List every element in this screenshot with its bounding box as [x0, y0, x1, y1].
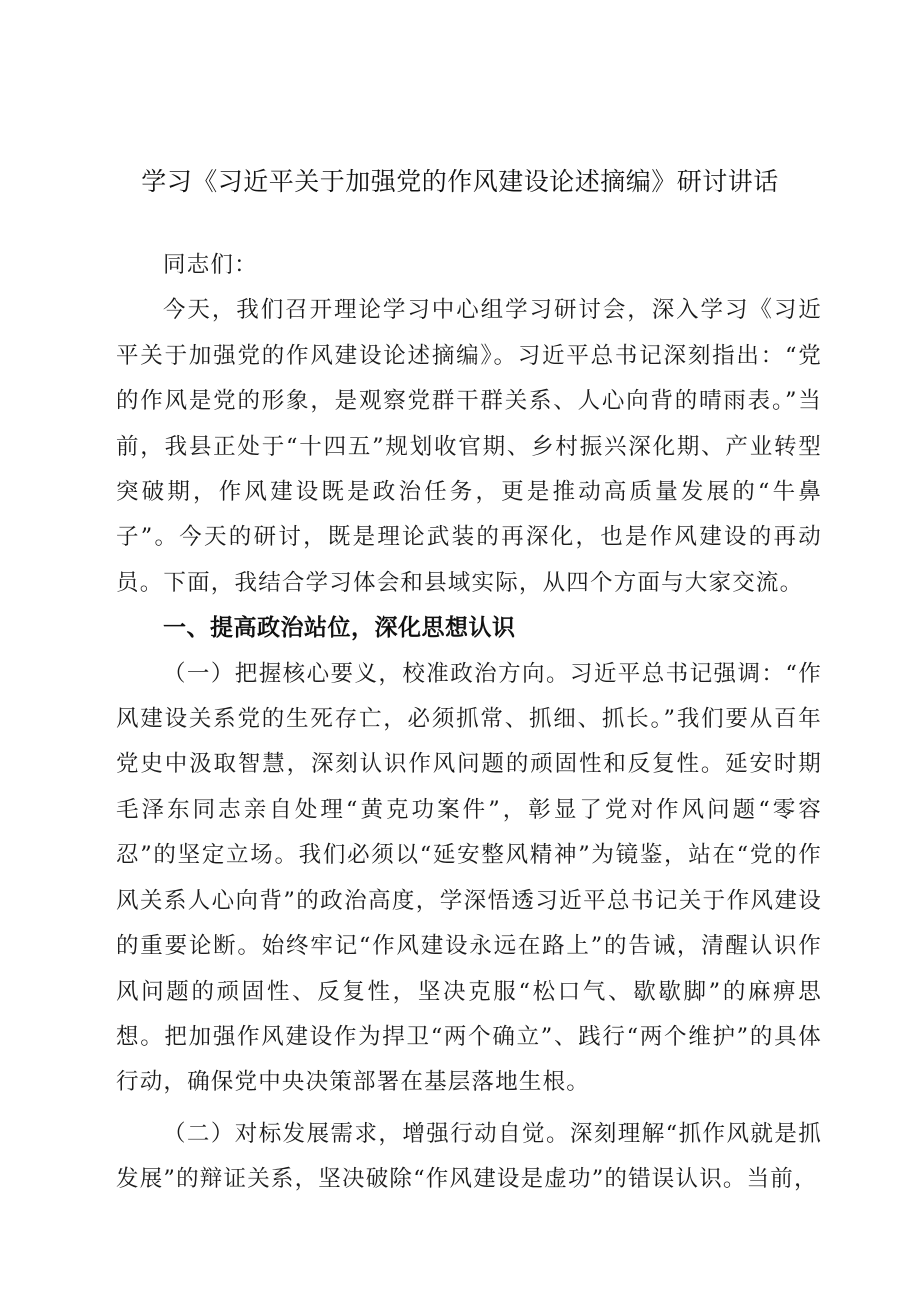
salutation: 同志们： [163, 252, 258, 278]
subsection-paragraph-2: （二）对标发展需求，增强行动自觉。深刻理解“抓作风就是抓发展”的辩证关系，坚决破除“作风建设是虚功”的错误认识。当前， [116, 1120, 822, 1193]
section-heading-1: 一、提高政治站位，深化思想认识 [163, 615, 516, 642]
document-title: 学习《习近平关于加强党的作风建设论述摘编》研讨讲话 [141, 167, 779, 196]
subsection-paragraph-1: （一）把握核心要义，校准政治方向。习近平总书记强调：“作风建设关系党的生死存亡，必须抓常、抓细、抓长。”我们要从百年党史中汲取智慧，深刻认识作风问题的顽固性和反复性。延安时期毛泽东同志亲自处理“黄克功案件”，彰显了党对作风问题“零容忍”的坚定立场。我们必须以“延安整风精神”为镜鉴，站在“党的作风关系人心向背”的政治高度，学深悟透习近平总书记关于作风建设的重要论断。始终牢记“作风建设永远在路上”的告诫，清醒认识作风问题的顽固性、反复性，坚决克服“松口气、歇歇脚”的麻痹思想。把加强作风建设作为捍卫“两个确立”、践行“两个维护”的具体行动，确保党中央决策部署在基层落地生根。 [116, 660, 822, 1096]
intro-paragraph: 今天，我们召开理论学习中心组学习研讨会，深入学习《习近平关于加强党的作风建设论述摘编》。习近平总书记深刻指出：“党的作风是党的形象，是观察党群干群关系、人心向背的晴雨表。”当前，我县正处于“十四五”规划收官期、乡村振兴深化期、产业转型突破期，作风建设既是政治任务，更是推动高质量发展的“牛鼻子”。今天的研讨，既是理论武装的再深化，也是作风建设的再动员。下面，我结合学习体会和县域实际，从四个方面与大家交流。 [116, 297, 822, 596]
document-body [116, 243, 822, 1203]
